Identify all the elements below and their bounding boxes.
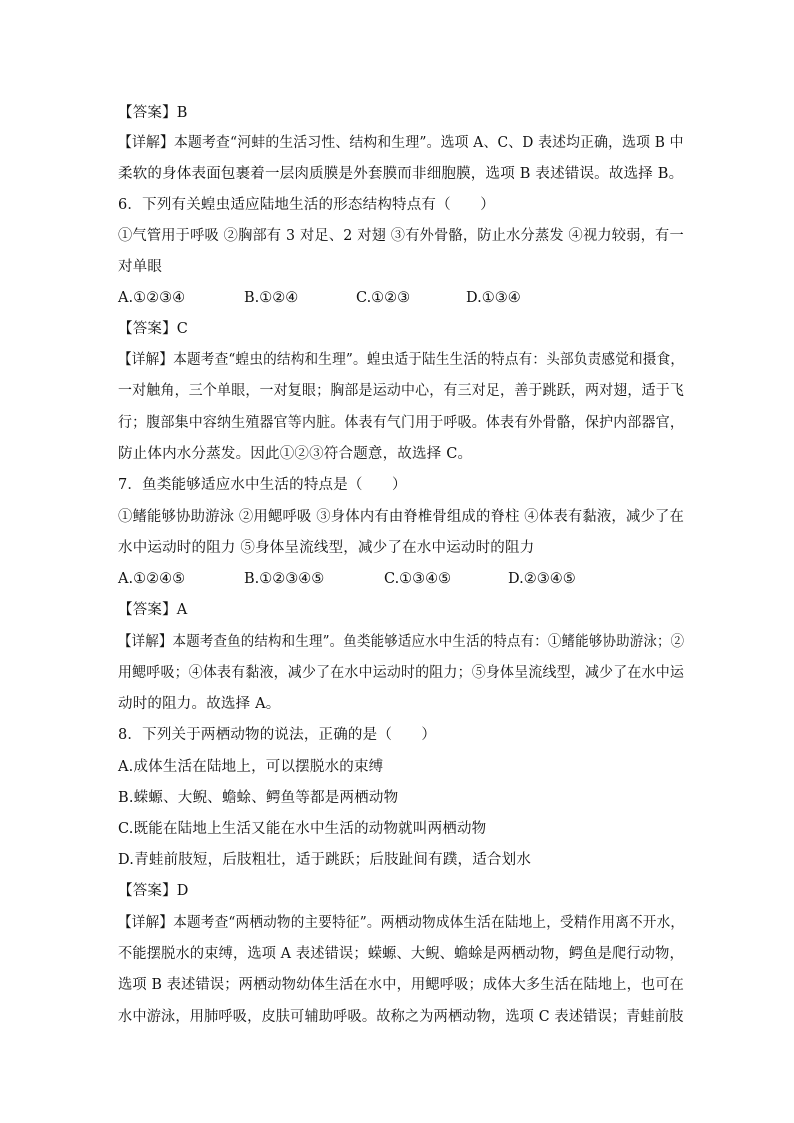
- answer-line-q7: 【答案】A: [118, 602, 188, 618]
- question-6-stem: 6．下列有关蝗虫适应陆地生活的形态结构特点有（ ）: [118, 197, 495, 213]
- option-c: C.①③④⑤: [384, 571, 452, 587]
- option-c: C.①②③: [356, 290, 411, 306]
- option-d: D.①③④: [466, 290, 521, 306]
- question-8-stem: 8．下列关于两栖动物的说法，正确的是（ ）: [118, 727, 437, 743]
- explanation-line: 行；腹部集中容纳生殖器官等内脏。体表有气门用于呼吸。体表有外骨骼，保护内部器官，: [118, 415, 685, 431]
- explanation-line: 防止体内水分蒸发。因此①②③符合题意，故选择 C。: [118, 446, 473, 462]
- question-8-option-c: C.既能在陆地上生活又能在水中生活的动物就叫两栖动物: [118, 821, 487, 837]
- question-8-option-a: A.成体生活在陆地上，可以摆脱水的束缚: [118, 759, 384, 775]
- explanation-line: 水中游泳，用肺呼吸，皮肤可辅助呼吸。故称之为两栖动物，选项 C 表述错误；青蛙前肢: [118, 1009, 684, 1025]
- explanation-line: 【详解】本题考查“两栖动物的主要特征”。两栖动物成体生活在陆地上，受精作用离不开水，: [118, 915, 685, 931]
- question-6-statements: 对单眼: [118, 259, 163, 275]
- explanation-line: 柔软的身体表面包裹着一层肉质膜是外套膜而非细胞膜，选项 B 表述错误。故选择 B。: [118, 166, 684, 182]
- explanation-line: 【详解】本题考查鱼的结构和生理”。鱼类能够适应水中生活的特点有：①鳍能够协助游泳；②: [118, 634, 685, 650]
- question-8-option-d: D.青蛙前肢短，后肢粗壮，适于跳跃；后肢趾间有蹼，适合划水: [118, 852, 532, 868]
- option-b: B.①②③④⑤: [244, 571, 325, 587]
- option-b: B.①②④: [244, 290, 299, 306]
- explanation-line: 不能摆脱水的束缚，选项 A 表述错误；蝾螈、大鲵、蟾蜍是两栖动物，鳄鱼是爬行动物，: [118, 946, 684, 962]
- question-7-stem: 7．鱼类能够适应水中生活的特点是（ ）: [118, 477, 407, 493]
- explanation-line: 用鳃呼吸；④体表有黏液，减少了在水中运动时的阻力；⑤身体呈流线型，减少了在水中运: [118, 665, 685, 681]
- question-7-statements: 水中运动时的阻力 ⑤身体呈流线型，减少了在水中运动时的阻力: [118, 540, 535, 556]
- option-a: A.①②③④: [118, 290, 186, 306]
- answer-line-q6: 【答案】C: [118, 321, 189, 337]
- answer-line-q5: 【答案】B: [118, 105, 188, 121]
- explanation-line: 选项 B 表述错误；两栖动物幼体生活在水中，用鳃呼吸；成体大多生活在陆地上，也可在: [118, 977, 685, 993]
- explanation-line: 一对触角，三个单眼，一对复眼；胸部是运动中心，有三对足，善于跳跃，两对翅，适于飞: [118, 383, 685, 399]
- question-6-statements: ①气管用于呼吸 ②胸部有 3 对足、2 对翅 ③有外骨骼，防止水分蒸发 ④视力较弱，有一: [118, 228, 684, 244]
- explanation-line: 【详解】本题考查“蝗虫的结构和生理”。蝗虫适于陆生生活的特点有：头部负责感觉和摄食，: [118, 352, 685, 368]
- answer-line-q8: 【答案】D: [118, 883, 189, 899]
- question-7-statements: ①鳍能够协助游泳 ②用鳃呼吸 ③身体内有由脊椎骨组成的脊柱 ④体表有黏液，减少了在: [118, 509, 685, 525]
- question-8-option-b: B.蝾螈、大鲵、蟾蜍、鳄鱼等都是两栖动物: [118, 790, 399, 806]
- option-d: D.②③④⑤: [508, 571, 576, 587]
- explanation-line: 动时的阻力。故选择 A。: [118, 696, 281, 712]
- explanation-line: 【详解】本题考查“河蚌的生活习性、结构和生理”。选项 A、C、D 表述均正确，选项 B 中: [118, 135, 684, 151]
- option-a: A.①②④⑤: [118, 571, 186, 587]
